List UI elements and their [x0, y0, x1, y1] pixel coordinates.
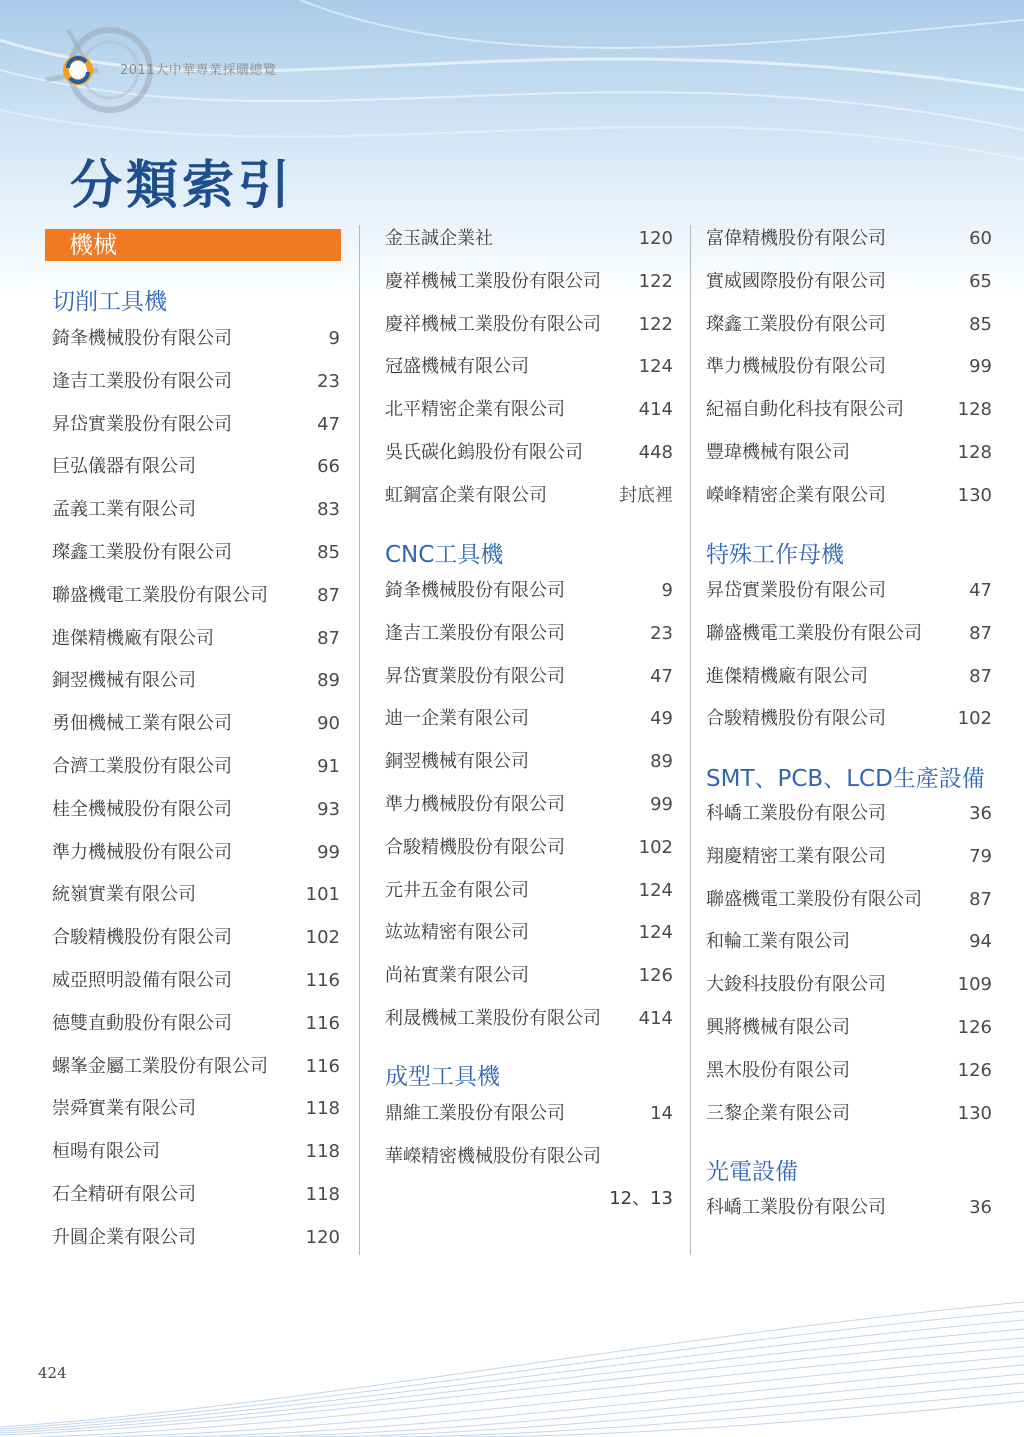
company-name: 嶸峰精密企業有限公司	[706, 484, 886, 506]
index-entry	[52, 752, 340, 782]
index-entry	[52, 624, 340, 654]
company-name: 紀福自動化科技有限公司	[706, 399, 904, 421]
index-entry	[706, 1013, 992, 1043]
page-ref: 87	[969, 665, 992, 687]
index-entry	[52, 795, 340, 825]
index-entry	[385, 438, 673, 468]
page-ref: 23	[317, 370, 340, 392]
company-name: 勇佃機械工業有限公司	[52, 713, 232, 735]
company-name: 錡夆機械股份有限公司	[385, 580, 565, 601]
section-title: 光電設備	[706, 1159, 798, 1185]
page-ref: 126	[638, 965, 673, 987]
company-name: 富偉精機股份有限公司	[706, 228, 886, 249]
page-ref: 116	[305, 1055, 340, 1077]
index-entry	[706, 885, 992, 915]
column-divider	[359, 225, 360, 1255]
section-title: CNC工具機	[385, 542, 504, 568]
page-ref: 封底裡	[619, 484, 673, 506]
company-name: 北平精密企業有限公司	[385, 399, 565, 421]
index-entry	[52, 1052, 340, 1082]
page-ref: 124	[638, 879, 673, 901]
index-entry	[706, 662, 992, 692]
page-ref: 124	[638, 356, 673, 378]
company-name: 聯盛機電工業股份有限公司	[706, 888, 922, 910]
page-ref: 120	[638, 228, 673, 249]
index-entry	[52, 838, 340, 868]
company-name: 逢吉工業股份有限公司	[385, 622, 565, 644]
company-name: 崇舜實業有限公司	[52, 1098, 196, 1120]
index-entry	[385, 576, 673, 606]
category-header: 機械	[45, 229, 341, 261]
page-ref: 60	[969, 228, 992, 249]
company-name: 竑竑精密有限公司	[385, 922, 529, 944]
page-ref: 109	[957, 974, 992, 996]
index-entry	[52, 581, 340, 611]
page-ref: 116	[305, 970, 340, 991]
page-ref: 47	[317, 413, 340, 435]
index-entry	[52, 666, 340, 696]
company-name: 金玉誠企業社	[385, 228, 493, 249]
page-ref: 85	[969, 313, 992, 335]
page-title: 分類索引	[70, 156, 295, 216]
company-name: 冠盛機械有限公司	[385, 356, 529, 378]
index-entry	[706, 619, 992, 649]
index-entry	[385, 747, 673, 777]
company-name: 興將機械有限公司	[706, 1017, 850, 1038]
index-entry	[385, 704, 673, 734]
page-ref: 36	[969, 803, 992, 824]
company-name: 利晟機械工業股份有限公司	[385, 1008, 601, 1029]
page-ref: 122	[638, 270, 673, 292]
page-ref: 65	[969, 270, 992, 292]
company-name: 慶祥機械工業股份有限公司	[385, 313, 601, 335]
company-name: 科嶠工業股份有限公司	[706, 803, 886, 824]
page-ref: 99	[650, 794, 673, 815]
company-name: 迪一企業有限公司	[385, 708, 529, 730]
company-name: 鼎維工業股份有限公司	[385, 1103, 565, 1124]
company-name: 逢吉工業股份有限公司	[52, 370, 232, 392]
page-ref: 122	[638, 313, 673, 335]
page-ref: 128	[957, 442, 992, 463]
index-entry	[385, 876, 673, 906]
company-name: 準力機械股份有限公司	[385, 794, 565, 815]
index-entry	[52, 324, 340, 354]
page-ref: 99	[317, 841, 340, 863]
index-entry	[52, 538, 340, 568]
index-entry	[385, 619, 673, 649]
page-ref: 101	[305, 884, 340, 906]
company-name: 石全精研有限公司	[52, 1184, 196, 1205]
company-name: 合駿精機股份有限公司	[385, 836, 565, 858]
company-name: 虹鋼富企業有限公司	[385, 484, 547, 506]
index-entry	[52, 495, 340, 525]
page-ref: 49	[650, 708, 673, 730]
company-name: 昇岱實業股份有限公司	[52, 413, 232, 435]
company-name: 進傑精機廠有限公司	[52, 627, 214, 649]
index-entry	[385, 310, 673, 340]
index-entry	[385, 224, 673, 254]
section-title: 特殊工作母機	[706, 542, 844, 568]
page-ref: 414	[638, 1008, 673, 1029]
page-ref: 47	[650, 665, 673, 687]
page-ref: 102	[638, 836, 673, 858]
company-name: 桂全機械股份有限公司	[52, 798, 232, 820]
index-entry	[706, 576, 992, 606]
page-ref: 94	[969, 931, 992, 953]
index-entry	[706, 224, 992, 254]
company-name: 吳氏碳化鎢股份有限公司	[385, 442, 583, 463]
index-entry	[52, 1223, 340, 1253]
index-entry	[52, 452, 340, 482]
index-entry	[706, 395, 992, 425]
company-name: 螺峯金屬工業股份有限公司	[52, 1055, 268, 1077]
page-ref: 12、13	[609, 1188, 673, 1209]
index-entry	[706, 1099, 992, 1129]
page-ref: 102	[305, 927, 340, 949]
page-ref: 9	[328, 328, 340, 349]
index-entry	[385, 662, 673, 692]
company-name: 合濟工業股份有限公司	[52, 756, 232, 777]
index-entry	[385, 1004, 673, 1034]
page-ref: 23	[650, 622, 673, 644]
index-entry	[706, 927, 992, 957]
company-name: 華嶸精密機械股份有限公司	[385, 1145, 601, 1167]
index-entry	[706, 481, 992, 511]
page-ref: 85	[317, 542, 340, 563]
company-name: 昇岱實業股份有限公司	[706, 580, 886, 601]
page-ref: 120	[305, 1226, 340, 1248]
page-ref: 87	[317, 627, 340, 649]
index-entry	[706, 1193, 992, 1223]
section-title: 成型工具機	[385, 1064, 500, 1090]
company-name: 三黎企業有限公司	[706, 1102, 850, 1124]
company-name: 翔慶精密工業有限公司	[706, 845, 886, 867]
company-name: 黑木股份有限公司	[706, 1059, 850, 1081]
column-divider	[690, 225, 691, 1255]
page-ref: 130	[957, 484, 992, 506]
company-name: 統嶺實業有限公司	[52, 884, 196, 906]
page-ref: 118	[305, 1141, 340, 1163]
index-entry	[706, 970, 992, 1000]
company-name: 璨鑫工業股份有限公司	[52, 542, 232, 563]
index-entry	[52, 1180, 340, 1210]
page-ref: 116	[305, 1012, 340, 1034]
page-number: 424	[38, 1364, 67, 1382]
footer-wave-decoration	[0, 1297, 1024, 1437]
index-entry	[385, 481, 673, 511]
company-name: 尚祐實業有限公司	[385, 965, 529, 987]
company-name: 聯盛機電工業股份有限公司	[706, 622, 922, 644]
index-entry	[385, 961, 673, 991]
page-ref: 66	[317, 456, 340, 478]
company-name: 威亞照明設備有限公司	[52, 970, 232, 991]
section-title: SMT、PCB、LCD生產設備	[706, 766, 985, 792]
index-entry	[385, 1142, 673, 1172]
page-ref: 87	[317, 584, 340, 606]
brand-title: 2011大中華專業採購總覽	[120, 63, 277, 78]
company-name: 準力機械股份有限公司	[52, 841, 232, 863]
page-ref: 128	[957, 399, 992, 421]
page-ref: 99	[969, 356, 992, 378]
page-ref: 102	[957, 708, 992, 730]
index-entry	[52, 1094, 340, 1124]
index-entry	[52, 709, 340, 739]
index-entry	[385, 790, 673, 820]
page-ref: 87	[969, 888, 992, 910]
index-entry	[385, 918, 673, 948]
section-title: 切削工具機	[52, 289, 167, 315]
index-entry	[706, 310, 992, 340]
page-ref: 93	[317, 798, 340, 820]
index-entry	[385, 1099, 673, 1129]
page-ref: 118	[305, 1184, 340, 1205]
company-name: 桓暘有限公司	[52, 1141, 160, 1163]
index-entry	[52, 410, 340, 440]
page-ref: 126	[957, 1059, 992, 1081]
index-entry	[52, 880, 340, 910]
index-entry	[385, 352, 673, 382]
company-name: 合駿精機股份有限公司	[706, 708, 886, 730]
index-entry	[706, 799, 992, 829]
page-ref: 414	[638, 399, 673, 421]
page-ref: 118	[305, 1098, 340, 1120]
company-name: 巨弘儀器有限公司	[52, 456, 196, 478]
page-ref: 126	[957, 1017, 992, 1038]
company-name: 璨鑫工業股份有限公司	[706, 313, 886, 335]
page-ref: 14	[650, 1103, 673, 1124]
index-entry	[706, 438, 992, 468]
company-name: 實威國際股份有限公司	[706, 270, 886, 292]
page-ref: 124	[638, 922, 673, 944]
page-ref: 89	[317, 670, 340, 692]
company-name: 準力機械股份有限公司	[706, 356, 886, 378]
index-entry	[706, 704, 992, 734]
index-entry	[706, 842, 992, 872]
index-entry	[385, 267, 673, 297]
index-entry	[52, 367, 340, 397]
page-ref: 90	[317, 713, 340, 735]
company-name: 科嶠工業股份有限公司	[706, 1197, 886, 1218]
company-name: 孟義工業有限公司	[52, 499, 196, 521]
index-entry	[706, 1056, 992, 1086]
page-ref: 9	[661, 580, 673, 601]
index-entry	[52, 1137, 340, 1167]
index-entry	[706, 352, 992, 382]
company-name: 和輪工業有限公司	[706, 931, 850, 953]
company-name: 慶祥機械工業股份有限公司	[385, 270, 601, 292]
index-entry	[52, 966, 340, 996]
index-entry	[52, 923, 340, 953]
company-name: 合駿精機股份有限公司	[52, 927, 232, 949]
company-name: 升圓企業有限公司	[52, 1226, 196, 1248]
page-ref: 91	[317, 756, 340, 777]
company-name: 銅翌機械有限公司	[385, 751, 529, 773]
company-name: 大鋑科技股份有限公司	[706, 974, 886, 996]
page-ref: 79	[969, 845, 992, 867]
page-ref: 87	[969, 622, 992, 644]
index-entry	[385, 395, 673, 425]
page-ref: 83	[317, 499, 340, 521]
index-entry	[706, 267, 992, 297]
company-name: 進傑精機廠有限公司	[706, 665, 868, 687]
company-name: 德雙直動股份有限公司	[52, 1012, 232, 1034]
company-name: 聯盛機電工業股份有限公司	[52, 584, 268, 606]
index-entry	[52, 1009, 340, 1039]
company-name: 元井五金有限公司	[385, 879, 529, 901]
page-ref: 89	[650, 751, 673, 773]
page-ref: 448	[638, 442, 673, 463]
page-ref: 36	[969, 1197, 992, 1218]
company-name: 錡夆機械股份有限公司	[52, 328, 232, 349]
company-name: 昇岱實業股份有限公司	[385, 665, 565, 687]
page-ref: 130	[957, 1102, 992, 1124]
company-name: 豐瑋機械有限公司	[706, 442, 850, 463]
index-entry	[385, 833, 673, 863]
page-ref: 47	[969, 580, 992, 601]
company-name: 銅翌機械有限公司	[52, 670, 196, 692]
